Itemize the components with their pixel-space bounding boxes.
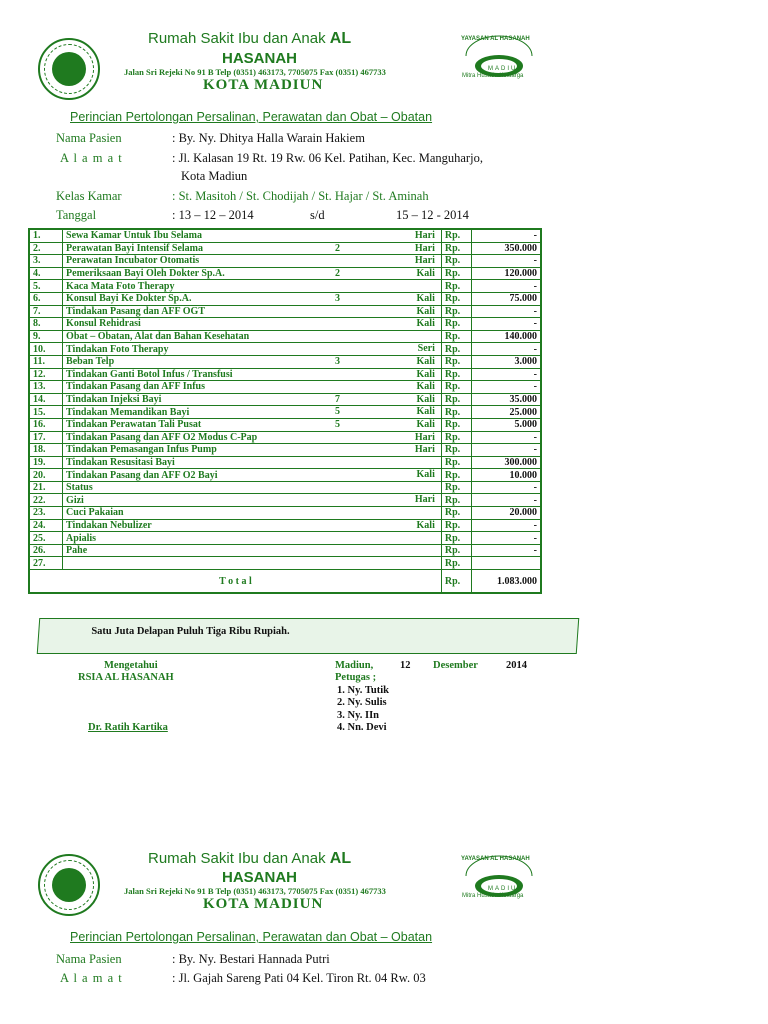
item-number: 26.: [29, 544, 63, 557]
table-row: [29, 532, 541, 545]
table-row: [29, 544, 541, 557]
item-currency: Rp.: [441, 343, 471, 356]
item-currency: Rp.: [441, 544, 471, 557]
table-row: [29, 267, 541, 280]
item-unit: Seri: [417, 343, 435, 355]
item-unit: Kali: [416, 318, 435, 330]
item-currency: Rp.: [441, 406, 471, 419]
hospital-city-2: KOTA MADIUN: [203, 896, 324, 912]
address-value-line2: Kota Madiun: [181, 169, 248, 183]
item-unit: Kali: [416, 381, 435, 393]
item-amount: -: [471, 280, 541, 293]
item-unit: Kali: [416, 267, 435, 279]
item-number: 21.: [29, 481, 63, 494]
date-label: Tanggal: [56, 208, 97, 222]
item-description-cell: [63, 431, 442, 444]
item-currency: Rp.: [441, 507, 471, 520]
date-to: 15 – 12 - 2014: [396, 208, 469, 222]
item-currency: Rp.: [441, 229, 471, 242]
item-currency: Rp.: [441, 557, 471, 570]
item-description-cell: [63, 456, 442, 469]
table-row: [29, 519, 541, 532]
item-number: 24.: [29, 519, 63, 532]
item-currency: Rp.: [441, 469, 471, 482]
item-number: 11.: [29, 355, 63, 368]
address-value-2: : Jl. Gajah Sareng Pati 04 Kel. Tiron Rt. 04 Rw. 03: [172, 971, 426, 985]
item-description: Tindakan Nebulizer: [66, 519, 152, 531]
foundation-city: MADIUN: [488, 66, 524, 72]
item-quantity: 2: [335, 242, 341, 254]
item-currency: Rp.: [441, 418, 471, 431]
room-class-value: : St. Masitoh / St. Chodijah / St. Hajar / St. Aminah: [172, 189, 429, 203]
address-value: : Jl. Kalasan 19 Rt. 19 Rw. 06 Kel. Patihan, Kec. Manguharjo,: [172, 151, 483, 165]
item-description-cell: [63, 507, 442, 520]
item-description-cell: [63, 481, 442, 494]
acknowledged-label: Mengetahui: [104, 660, 158, 671]
staff-1: 1. Ny. Tutik: [337, 685, 389, 696]
item-unit: Kali: [416, 469, 435, 481]
hospital-name-line1-2: Rumah Sakit Ibu dan Anak AL: [148, 850, 352, 867]
place-label: Madiun,: [335, 660, 374, 671]
item-description-cell: [63, 330, 442, 343]
item-quantity: 5: [335, 406, 341, 418]
table-row: [29, 393, 541, 406]
item-description: Pemeriksaan Bayi Oleh Dokter Sp.A.: [66, 268, 225, 280]
item-description: Tindakan Pasang dan AFF O2 Bayi: [66, 469, 218, 481]
foundation-city-2: MADIUN: [488, 886, 524, 892]
item-number: 4.: [29, 267, 63, 280]
item-amount: 35.000: [471, 393, 541, 406]
item-amount: -: [471, 318, 541, 331]
item-unit: Kali: [416, 519, 435, 531]
item-description: Tindakan Perawatan Tali Pusat: [66, 419, 202, 431]
item-number: 6.: [29, 292, 63, 305]
item-amount: -: [471, 481, 541, 494]
table-row: [29, 318, 541, 331]
foundation-logo-right-2: [460, 854, 538, 914]
item-description: Tindakan Pasang dan AFF OGT: [66, 305, 205, 317]
item-unit: Kali: [416, 292, 435, 304]
item-currency: Rp.: [441, 532, 471, 545]
hospital-address: Jalan Sri Rejeki No 91 B Telp (0351) 463173, 7705075 Fax (0351) 467733: [124, 67, 386, 77]
item-description-cell: [63, 255, 442, 268]
item-description: Tindakan Foto Therapy: [66, 343, 169, 355]
item-amount: -: [471, 494, 541, 507]
item-number: 25.: [29, 532, 63, 545]
item-description: Obat – Obatan, Alat dan Bahan Kesehatan: [66, 331, 250, 343]
table-row: [29, 368, 541, 381]
total-amount: 1.083.000: [471, 570, 541, 594]
table-row: [29, 343, 541, 356]
patient-name-value: : By. Ny. Dhitya Halla Warain Hakiem: [172, 131, 365, 145]
table-row: [29, 431, 541, 444]
table-row: [29, 456, 541, 469]
item-description: Tindakan Injeksi Bayi: [66, 394, 162, 406]
item-unit: Hari: [414, 255, 435, 267]
item-number: 3.: [29, 255, 63, 268]
hospital-address-2: Jalan Sri Rejeki No 91 B Telp (0351) 463173, 7705075 Fax (0351) 467733: [124, 886, 386, 896]
item-description: Konsul Rehidrasi: [66, 318, 141, 330]
item-number: 1.: [29, 229, 63, 242]
patient-name-label: Nama Pasien: [56, 131, 122, 145]
hospital-logo-left-2: [38, 854, 100, 916]
table-row: [29, 292, 541, 305]
foundation-name: YAYASAN AL HASANAH: [461, 36, 530, 42]
item-quantity: 3: [335, 355, 341, 367]
item-description-cell: [63, 544, 442, 557]
item-currency: Rp.: [441, 355, 471, 368]
item-currency: Rp.: [441, 456, 471, 469]
item-currency: Rp.: [441, 242, 471, 255]
item-amount: -: [471, 343, 541, 356]
item-currency: Rp.: [441, 481, 471, 494]
table-row: [29, 481, 541, 494]
sign-month: Desember: [433, 660, 478, 671]
item-amount: -: [471, 229, 541, 242]
hospital-name-line1: Rumah Sakit Ibu dan Anak AL: [148, 30, 352, 47]
item-number: 27.: [29, 557, 63, 570]
item-number: 7.: [29, 305, 63, 318]
date-from: : 13 – 12 – 2014: [172, 208, 254, 222]
item-description: Tindakan Resusitasi Bayi: [66, 456, 175, 468]
hospital-city: KOTA MADIUN: [203, 77, 324, 93]
item-unit: Hari: [414, 230, 435, 241]
item-currency: Rp.: [441, 318, 471, 331]
item-number: 18.: [29, 444, 63, 457]
item-amount: [471, 557, 541, 570]
foundation-tagline: Mitra Husada Keluarga: [462, 73, 524, 79]
item-description: Gizi: [66, 494, 84, 506]
item-description-cell: [63, 368, 442, 381]
rsia-name: RSIA AL HASANAH: [78, 672, 174, 683]
table-row: [29, 469, 541, 482]
table-row: [29, 242, 541, 255]
table-row: [29, 444, 541, 457]
item-amount: 140.000: [471, 330, 541, 343]
item-number: 9.: [29, 330, 63, 343]
item-amount: -: [471, 519, 541, 532]
staff-3: 3. Ny. IIn: [337, 710, 380, 721]
item-amount: 20.000: [471, 507, 541, 520]
item-description-cell: [63, 318, 442, 331]
item-currency: Rp.: [441, 519, 471, 532]
item-currency: Rp.: [441, 255, 471, 268]
item-description: Kaca Mata Foto Therapy: [66, 280, 175, 292]
item-currency: Rp.: [441, 431, 471, 444]
item-currency: Rp.: [441, 494, 471, 507]
staff-4: 4. Nn. Devi: [337, 722, 387, 733]
item-unit: Kali: [416, 418, 435, 430]
table-row: [29, 255, 541, 268]
item-amount: 120.000: [471, 267, 541, 280]
item-quantity: 3: [335, 292, 341, 304]
item-description-cell: [63, 229, 442, 242]
item-description: Tindakan Pasang dan AFF Infus: [66, 381, 205, 393]
item-description: Cuci Pakaian: [66, 507, 124, 519]
item-unit: Hari: [414, 494, 435, 506]
item-quantity: 7: [335, 393, 341, 405]
item-amount: -: [471, 368, 541, 381]
item-description-cell: [63, 469, 442, 482]
document-title-2: Perincian Pertolongan Persalinan, Perawatan dan Obat – Obatan: [70, 930, 433, 944]
item-unit: Kali: [416, 406, 435, 418]
item-amount: -: [471, 544, 541, 557]
item-unit: Hari: [414, 444, 435, 456]
amount-in-words: Satu Juta Delapan Puluh Tiga Ribu Rupiah.: [91, 626, 290, 637]
item-number: 13.: [29, 381, 63, 394]
item-description-cell: [63, 267, 442, 280]
item-quantity: 5: [335, 418, 341, 430]
amount-in-words-box: [37, 618, 580, 654]
table-row: [29, 557, 541, 570]
item-description-cell: [63, 406, 442, 419]
item-amount: 350.000: [471, 242, 541, 255]
item-unit: Kali: [416, 355, 435, 367]
item-description-cell: [63, 418, 442, 431]
item-description-cell: [63, 305, 442, 318]
item-number: 2.: [29, 242, 63, 255]
item-number: 16.: [29, 418, 63, 431]
item-number: 23.: [29, 507, 63, 520]
item-currency: Rp.: [441, 292, 471, 305]
item-amount: 3.000: [471, 355, 541, 368]
item-number: 5.: [29, 280, 63, 293]
table-row: [29, 280, 541, 293]
item-currency: Rp.: [441, 280, 471, 293]
item-amount: -: [471, 381, 541, 394]
item-currency: Rp.: [441, 305, 471, 318]
item-amount: -: [471, 444, 541, 457]
document-title: Perincian Pertolongan Persalinan, Perawatan dan Obat – Obatan: [70, 110, 433, 124]
date-separator: s/d: [310, 208, 325, 222]
patient-name-value-2: : By. Ny. Bestari Hannada Putri: [172, 952, 330, 966]
item-description-cell: [63, 292, 442, 305]
sign-day: 12: [400, 660, 411, 671]
table-row: [29, 494, 541, 507]
item-amount: -: [471, 532, 541, 545]
hospital-logo-left: [38, 38, 100, 100]
item-amount: -: [471, 431, 541, 444]
item-description-cell: [63, 393, 442, 406]
item-currency: Rp.: [441, 330, 471, 343]
item-description: Apialis: [66, 532, 97, 544]
charges-table: [28, 228, 542, 594]
item-description: Tindakan Ganti Botol Infus / Transfusi: [66, 368, 233, 380]
total-label: T o t a l: [29, 570, 441, 594]
table-row: [29, 418, 541, 431]
item-number: 19.: [29, 456, 63, 469]
item-description: Konsul Bayi Ke Dokter Sp.A.: [66, 293, 192, 305]
room-class-label: Kelas Kamar: [56, 189, 122, 203]
address-label-2: A l a m a t: [60, 971, 123, 985]
item-number: 15.: [29, 406, 63, 419]
address-label: A l a m a t: [60, 151, 123, 165]
staff-2: 2. Ny. Sulis: [337, 697, 387, 708]
item-number: 22.: [29, 494, 63, 507]
total-rp: Rp.: [441, 570, 471, 594]
item-currency: Rp.: [441, 368, 471, 381]
item-description: Pahe: [66, 545, 88, 557]
item-description-cell: [63, 355, 442, 368]
item-number: 17.: [29, 431, 63, 444]
item-currency: Rp.: [441, 393, 471, 406]
item-description: Sewa Kamar Untuk Ibu Selama: [66, 230, 202, 242]
item-description-cell: [63, 381, 442, 394]
item-unit: Hari: [414, 242, 435, 254]
foundation-logo-right: [460, 34, 538, 94]
item-description: Tindakan Pemasangan Infus Pump: [66, 444, 217, 456]
item-number: 10.: [29, 343, 63, 356]
item-description-cell: [63, 494, 442, 507]
table-row: [29, 355, 541, 368]
item-amount: 75.000: [471, 292, 541, 305]
item-amount: 25.000: [471, 406, 541, 419]
item-description: Perawatan Incubator Otomatis: [66, 255, 200, 267]
doctor-name: Dr. Ratih Kartika: [88, 722, 168, 733]
item-number: 14.: [29, 393, 63, 406]
staff-label: Petugas ;: [335, 672, 377, 683]
foundation-name-2: YAYASAN AL HASANAH: [461, 856, 530, 862]
total-row: [29, 570, 541, 594]
item-description-cell: [63, 557, 442, 570]
hospital-name-line2: HASANAH: [222, 50, 297, 67]
item-description-cell: [63, 532, 442, 545]
item-currency: Rp.: [441, 381, 471, 394]
item-description-cell: [63, 444, 442, 457]
item-description: Beban Telp: [66, 356, 115, 368]
table-row: [29, 305, 541, 318]
item-currency: Rp.: [441, 444, 471, 457]
patient-name-label-2: Nama Pasien: [56, 952, 122, 966]
item-unit: Kali: [416, 393, 435, 405]
item-currency: Rp.: [441, 267, 471, 280]
item-amount: 5.000: [471, 418, 541, 431]
item-description: Tindakan Pasang dan AFF O2 Modus C-Pap: [66, 431, 258, 443]
item-description: Perawatan Bayi Intensif Selama: [66, 242, 203, 254]
item-number: 12.: [29, 368, 63, 381]
table-row: [29, 507, 541, 520]
item-number: 20.: [29, 469, 63, 482]
item-description-cell: [63, 343, 442, 356]
item-amount: -: [471, 305, 541, 318]
hospital-name-line2-2: HASANAH: [222, 869, 297, 886]
item-number: 8.: [29, 318, 63, 331]
table-row: [29, 330, 541, 343]
item-description: Status: [66, 482, 93, 494]
item-description-cell: [63, 280, 442, 293]
table-row: [29, 229, 541, 242]
item-amount: -: [471, 255, 541, 268]
item-amount: 10.000: [471, 469, 541, 482]
item-description-cell: [63, 242, 442, 255]
table-row: [29, 381, 541, 394]
item-quantity: 2: [335, 267, 341, 279]
item-unit: Hari: [414, 431, 435, 443]
item-amount: 300.000: [471, 456, 541, 469]
sign-year: 2014: [506, 660, 527, 671]
table-row: [29, 406, 541, 419]
item-description-cell: [63, 519, 442, 532]
item-description: Tindakan Memandikan Bayi: [66, 406, 190, 418]
item-unit: Kali: [416, 368, 435, 380]
foundation-tagline-2: Mitra Husada Keluarga: [462, 893, 524, 899]
item-unit: Kali: [416, 305, 435, 317]
